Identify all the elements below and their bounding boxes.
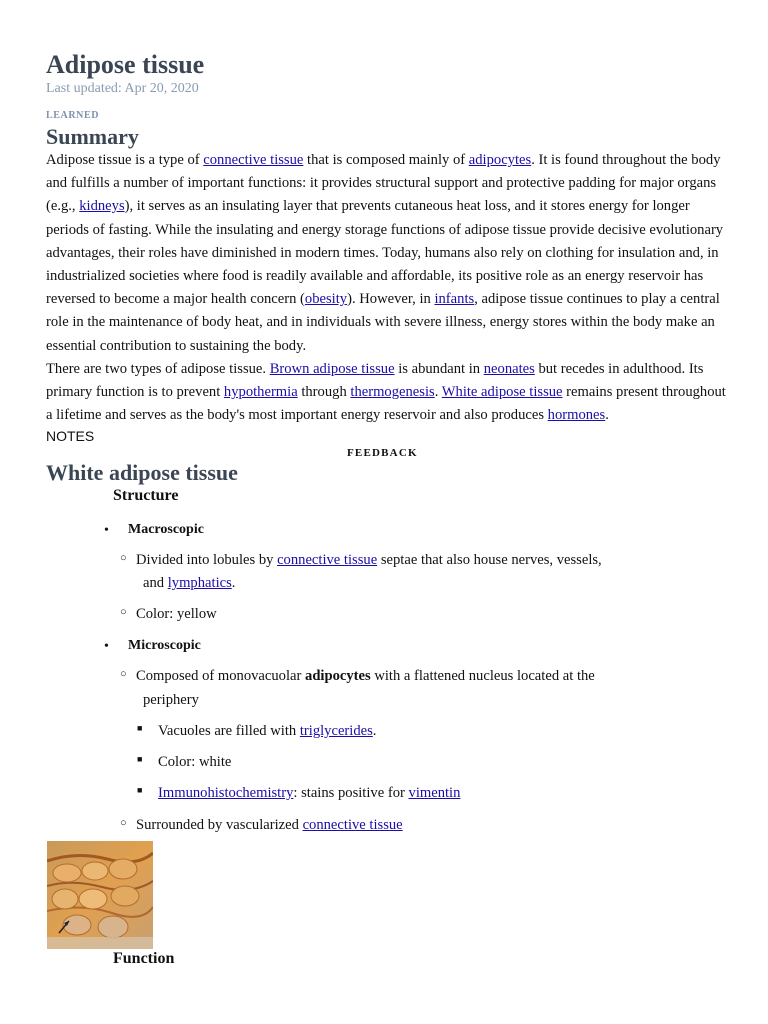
bullet-circle: ○ xyxy=(120,606,127,618)
summary-paragraph-1 xyxy=(46,149,726,358)
text: Vacuoles are filled with xyxy=(158,723,300,739)
link-brown-adipose-tissue[interactable]: Brown adipose tissue xyxy=(269,360,395,377)
link-kidneys[interactable]: kidneys xyxy=(79,198,125,215)
link-triglycerides[interactable]: triglycerides xyxy=(299,723,373,739)
learned-badge: LEARNED xyxy=(46,110,100,121)
summary-paragraph-2 xyxy=(46,358,726,428)
micro-item-surrounded xyxy=(136,814,403,838)
text: remains present throughout a lifetime and serves as the body's most important energy reservoir and also produces xyxy=(46,384,726,424)
summary-heading: Summary xyxy=(46,124,139,149)
text: is abundant in xyxy=(394,360,484,377)
text: with a flattened nucleus located at the xyxy=(370,668,595,684)
link-connective-tissue[interactable]: connective tissue xyxy=(302,817,403,833)
sub-item-vacuoles xyxy=(158,720,376,744)
text-bold: adipocytes xyxy=(305,668,371,684)
text: . xyxy=(372,723,377,739)
link-lymphatics[interactable]: lymphatics xyxy=(167,575,232,591)
link-neonates[interactable]: neonates xyxy=(483,360,535,377)
article xyxy=(46,50,726,444)
micro-item-composed-cont: periphery xyxy=(143,692,199,708)
text: through xyxy=(297,384,351,401)
link-connective-tissue[interactable]: connective tissue xyxy=(203,152,304,168)
histology-micrograph xyxy=(47,841,153,949)
link-white-adipose-tissue[interactable]: White adipose tissue xyxy=(441,384,563,401)
text: , adipose tissue continues to play a central role in the maintenance of body heat, and in individuals with severe illness, energy stores within the body make an essential contribution to sustaining the body. xyxy=(46,291,720,354)
link-infants[interactable]: infants xyxy=(434,291,475,308)
function-heading: Function xyxy=(113,950,175,967)
feedback-button[interactable]: FEEDBACK xyxy=(347,447,418,459)
micro-item-composed xyxy=(136,665,656,689)
last-updated: Last updated: Apr 20, 2020 xyxy=(46,81,199,96)
text: Divided into lobules by xyxy=(136,552,278,568)
notes-label[interactable]: NOTES xyxy=(46,428,95,445)
text: ), it serves as an insulating layer that prevents cutaneous heat loss, and it stores energy for longer periods of fasting. While the insulating and energy storage functions of adipose tissue provide decisive evolutionary advantages, their roles have diminished in modern times. Today, humans also rely on clothing for insulation and, in industrialized societies where food is readily available and affordable, its positive role as an energy reservoir has reversed to become a major health concern ( xyxy=(46,198,724,308)
text: . It is found throughout the body and fulfills a number of important functions: it provides structural support and protective padding for major organs (e.g., xyxy=(46,152,721,215)
text: . xyxy=(605,407,609,424)
sub-item-color: Color: white xyxy=(158,754,232,770)
macro-item-lobules-cont xyxy=(143,572,235,596)
link-connective-tissue[interactable]: connective tissue xyxy=(277,552,378,568)
link-immunohistochemistry[interactable]: Immunohistochemistry xyxy=(158,785,294,801)
microscopic-label: Microscopic xyxy=(128,638,201,653)
bullet-disc: • xyxy=(104,523,109,538)
bullet-square: ■ xyxy=(137,785,143,795)
text: and xyxy=(143,575,168,591)
macro-item-lobules xyxy=(136,549,656,573)
section-heading-white-adipose: White adipose tissue xyxy=(46,460,238,485)
text: that is composed mainly of xyxy=(303,152,469,168)
text: There are two types of adipose tissue. xyxy=(46,360,270,377)
text: Adipose tissue is a type of xyxy=(46,152,204,168)
bullet-circle: ○ xyxy=(120,668,127,680)
page-title: Adipose tissue xyxy=(46,50,205,79)
bullet-square: ■ xyxy=(137,754,143,764)
text: : stains positive for xyxy=(293,785,409,801)
structure-heading: Structure xyxy=(113,487,179,504)
histology-image[interactable] xyxy=(47,841,153,949)
sub-item-immuno xyxy=(158,782,460,806)
link-thermogenesis[interactable]: thermogenesis xyxy=(350,384,435,401)
macro-item-color: Color: yellow xyxy=(136,606,217,622)
text: ). However, in xyxy=(347,291,435,308)
link-hormones[interactable]: hormones xyxy=(547,407,606,424)
bullet-circle: ○ xyxy=(120,817,127,829)
link-vimentin[interactable]: vimentin xyxy=(408,785,461,801)
text: . xyxy=(231,575,236,591)
bullet-square: ■ xyxy=(137,723,143,733)
text: . xyxy=(434,384,442,401)
bullet-disc: • xyxy=(104,639,109,654)
link-obesity[interactable]: obesity xyxy=(304,291,348,308)
text: Surrounded by vascularized xyxy=(136,817,303,833)
macroscopic-label: Macroscopic xyxy=(128,522,204,537)
text: but recedes in adulthood. Its primary function is to prevent xyxy=(46,360,704,401)
text: Composed of monovacuolar xyxy=(136,668,306,684)
link-hypothermia[interactable]: hypothermia xyxy=(223,384,298,401)
bullet-circle: ○ xyxy=(120,552,127,564)
text: septae that also house nerves, vessels, xyxy=(377,552,602,568)
link-adipocytes[interactable]: adipocytes xyxy=(468,152,532,168)
